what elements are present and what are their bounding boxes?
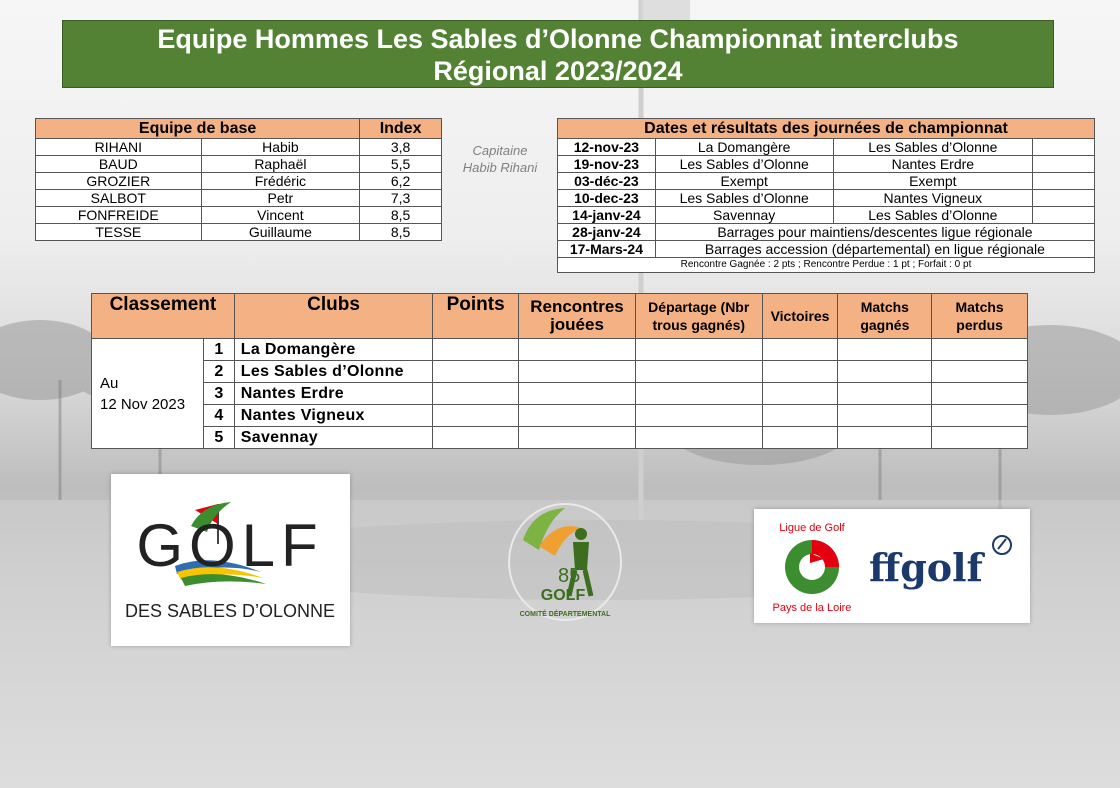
header-classement: Classement <box>92 294 235 339</box>
ligue-ring-top: Ligue de Golf <box>779 522 845 534</box>
header-matchs-gagnes: Matchs gagnés <box>838 294 932 339</box>
schedule-row <box>558 173 1095 190</box>
ranking-header-row <box>92 294 1028 339</box>
match-away: Nantes Vigneux <box>833 190 1033 207</box>
header-points: Points <box>433 294 519 339</box>
ffgolf-wordmark: ffgolf <box>869 545 983 590</box>
captain-label: Capitaine <box>472 143 528 158</box>
player-first-name: Vincent <box>201 207 360 224</box>
ranking-row <box>92 383 1028 405</box>
match-home: Les Sables d’Olonne <box>655 190 833 207</box>
as-of-label: Au <box>100 374 119 392</box>
match-home: Exempt <box>655 173 833 190</box>
schedule-header: Dates et résultats des journées de championnat <box>558 119 1095 139</box>
player-first-name: Frédéric <box>201 173 360 190</box>
roster-header-row <box>36 119 442 139</box>
cd85-logo-graphic <box>503 500 627 630</box>
ranking-row <box>92 361 1028 383</box>
as-of-cell <box>92 339 204 449</box>
rank-number: 3 <box>203 383 234 405</box>
ranking-row <box>92 339 1028 361</box>
player-index: 5,5 <box>360 156 442 173</box>
schedule-row <box>558 207 1095 224</box>
club-name: Nantes Erdre <box>234 383 432 405</box>
roster-row <box>36 173 442 190</box>
match-home: Savennay <box>655 207 833 224</box>
cd85-number: 85 <box>558 565 581 587</box>
rank-number: 5 <box>203 427 234 449</box>
player-last-name: BAUD <box>36 156 202 173</box>
match-date: 03-déc-23 <box>558 173 656 190</box>
club-name: Les Sables d’Olonne <box>234 361 432 383</box>
roster-row <box>36 190 442 207</box>
schedule-extra-row <box>558 241 1095 258</box>
cd85-word: GOLF <box>540 587 586 604</box>
club-name: Savennay <box>234 427 432 449</box>
title-line-2: Régional 2023/2024 <box>433 56 683 86</box>
player-last-name: SALBOT <box>36 190 202 207</box>
ligue-ffgolf-graphic <box>754 509 1030 623</box>
match-away: Les Sables d’Olonne <box>833 207 1033 224</box>
player-first-name: Petr <box>201 190 360 207</box>
header-matchs-perdus: Matchs perdus <box>932 294 1028 339</box>
roster-row <box>36 224 442 241</box>
page-title <box>62 20 1054 88</box>
schedule-row <box>558 156 1095 173</box>
match-result <box>1033 139 1095 156</box>
ranking-row <box>92 427 1028 449</box>
schedule-extra-row <box>558 224 1095 241</box>
ranking-row <box>92 405 1028 427</box>
golf-sables-subtitle: DES SABLES D’OLONNE <box>124 601 336 621</box>
player-first-name: Guillaume <box>201 224 360 241</box>
team-roster-table <box>35 118 442 241</box>
match-date: 14-janv-24 <box>558 207 656 224</box>
extra-date: 28-janv-24 <box>558 224 656 241</box>
roster-header-team: Equipe de base <box>36 119 360 139</box>
player-first-name: Habib <box>201 139 360 156</box>
match-result <box>1033 190 1095 207</box>
match-home: Les Sables d’Olonne <box>655 156 833 173</box>
header-departage: Départage (Nbr trous gagnés) <box>635 294 762 339</box>
rank-number: 2 <box>203 361 234 383</box>
player-last-name: FONFREIDE <box>36 207 202 224</box>
points-note: Rencontre Gagnée : 2 pts ; Rencontre Perdue : 1 pt ; Forfait : 0 pt <box>558 258 1095 273</box>
captain-name: Habib Rihani <box>462 160 538 175</box>
schedule-header-row <box>558 119 1095 139</box>
match-result <box>1033 156 1095 173</box>
player-index: 8,5 <box>360 224 442 241</box>
match-home: La Domangère <box>655 139 833 156</box>
as-of-date: 12 Nov 2023 <box>100 395 186 413</box>
player-index: 3,8 <box>360 139 442 156</box>
header-clubs: Clubs <box>234 294 432 339</box>
rank-number: 1 <box>203 339 234 361</box>
match-date: 19-nov-23 <box>558 156 656 173</box>
extra-date: 17-Mars-24 <box>558 241 656 258</box>
ligue-ffgolf-logo <box>754 509 1030 623</box>
golf-wordmark: GOLF <box>136 512 324 579</box>
match-away: Exempt <box>833 173 1033 190</box>
match-result <box>1033 207 1095 224</box>
player-index: 6,2 <box>360 173 442 190</box>
rank-number: 4 <box>203 405 234 427</box>
club-name: La Domangère <box>234 339 432 361</box>
match-date: 10-dec-23 <box>558 190 656 207</box>
club-name: Nantes Vigneux <box>234 405 432 427</box>
match-away: Nantes Erdre <box>833 156 1033 173</box>
player-index: 7,3 <box>360 190 442 207</box>
match-result <box>1033 173 1095 190</box>
player-last-name: RIHANI <box>36 139 202 156</box>
header-rencontres: Rencontres jouées <box>519 294 636 339</box>
ranking-table <box>91 293 1028 449</box>
roster-row <box>36 156 442 173</box>
match-away: Les Sables d’Olonne <box>833 139 1033 156</box>
schedule-table <box>557 118 1095 273</box>
roster-header-index: Index <box>360 119 442 139</box>
golfer-icon <box>575 528 587 540</box>
extra-text: Barrages accession (départemental) en ligue régionale <box>655 241 1094 258</box>
ligue-ring-bottom: Pays de la Loire <box>772 602 852 614</box>
roster-row <box>36 207 442 224</box>
match-date: 12-nov-23 <box>558 139 656 156</box>
golf-sables-logo <box>111 474 350 646</box>
player-last-name: GROZIER <box>36 173 202 190</box>
header-victoires: Victoires <box>762 294 838 339</box>
roster-row <box>36 139 442 156</box>
schedule-row <box>558 190 1095 207</box>
player-index: 8,5 <box>360 207 442 224</box>
points-note-row <box>558 258 1095 273</box>
schedule-row <box>558 139 1095 156</box>
cd85-logo <box>503 500 627 630</box>
cd85-ring-text: COMITÉ DÉPARTEMENTAL <box>519 611 611 618</box>
extra-text: Barrages pour maintiens/descentes ligue régionale <box>655 224 1094 241</box>
golf-sables-logo-graphic <box>111 474 350 646</box>
player-first-name: Raphaël <box>201 156 360 173</box>
captain-note <box>452 142 548 176</box>
player-last-name: TESSE <box>36 224 202 241</box>
title-line-1: Equipe Hommes Les Sables d’Olonne Championnat interclubs <box>157 24 959 54</box>
